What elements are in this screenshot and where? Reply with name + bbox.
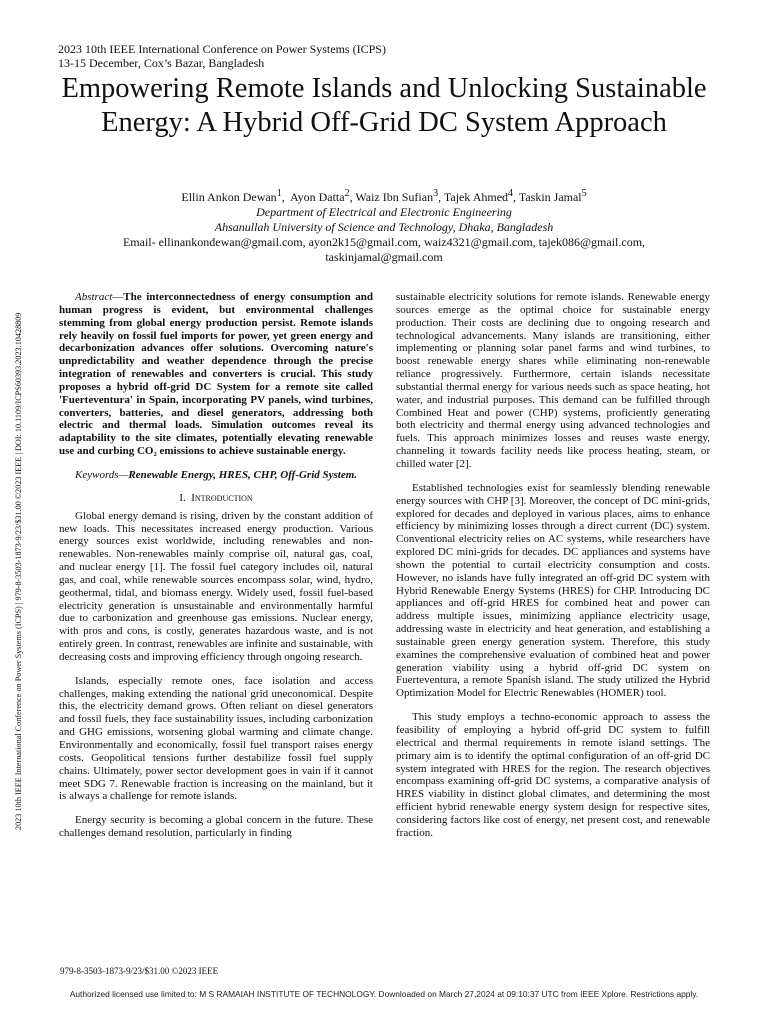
conference-header (58, 42, 386, 70)
author-name: Taskin Jamal (518, 190, 582, 204)
right-column (396, 291, 710, 840)
keywords (59, 469, 373, 482)
department: Department of Electrical and Electronic Engineering (256, 205, 512, 219)
abstract-text: The interconnectedness of energy consumption and human progress is evident, but environmental challenges stemming from global energy production persist. Remote islands rely heavily on fossil fuel imports for power, yet green energy and decarbonization advances offer solutions. Overcoming nature's unpredictability and weather dependence through the precise integration of renewables and converters is crucial. This study proposes a hybrid off-grid DC System for a remote site called 'Fuerteventura' in Spain, incorporating PV panels, wind turbines, converters, batteries, and diesel generators, addressing both electric and thermal loads. Simulation outcomes reveal its adaptability to the site climates, potentially elevating renewable use and curbing CO₂ emissions to achieve sustainable energy. (59, 291, 373, 458)
paragraph: This study employs a techno-economic approach to assess the feasibility of employing a hybrid off-grid DC system to fulfill electrical and thermal requirements in remote island settings. The primary aim is to identify the optimal configuration of an off-grid DC system integrated with HRES for the region. The research objectives encompass examining off-grid DC systems, a comparative analysis of HRES viability in distinct global climates, and determining the most efficient hybrid renewable energy system design for respective sites, considering factors like cost of energy, net present cost, and renewable fraction. (396, 711, 710, 839)
abstract-dash: — (112, 291, 124, 303)
paragraph: Global energy demand is rising, driven by the constant addition of new loads. This necessitates increased energy production. Various energy sources exist worldwide, including renewables and non-renewables. Non-renewables mainly comprise oil, natural gas, coal, and nuclear energy [1]. The fossil fuel category includes oil, natural gas, and coal, while renewable sources encompass solar, wind, hydro, geothermal, tidal, and biomass energy. Widely used, fossil fuel-based electricity generation is unsustainable and environmentally harmful due to carbonization and greenhouse gas emissions. Nuclear energy, with pros and cons, is costly, generates hazardous waste, and is not entirely green. In contrast, renewables are infinite and sustainable, with decreasing costs and improving efficiency through ongoing research. (59, 509, 373, 663)
author-affil: 5 (581, 188, 587, 199)
author-affil: 2 (344, 188, 350, 199)
keywords-heading: Keywords— (75, 468, 129, 481)
author-names: Ellin Ankon Dewan$^1$, Ayon Datta$^2$, Waiz Ibn Sufian$^3$, Tajek Ahmed$^4$, Taskin Jamal$^5$ (181, 188, 587, 204)
paragraph: Islands, especially remote ones, face isolation and access challenges, making extending the national grid uneconomical. Despite this, the electricity demand grows. Often reliant on diesel generators and fossil fuels, they face sustainability issues, including carbonization and GHG emissions, worsening global warming and climate change. Environmentally and economically, fossil fuel transport raises energy costs. Geopolitical tensions further destabilize fossil fuel supply chains. Ultimately, power sector development goes in vain if it cannot meet SDG 7. Renewable fraction is increasing on the mainland, but it is always a challenge for remote islands. (59, 674, 373, 803)
author-name: Ellin Ankon Dewan (181, 190, 277, 204)
conference-name: 2023 10th IEEE International Conference on Power Systems (ICPS) (58, 42, 386, 56)
abstract-heading: Abstract (75, 291, 113, 303)
paragraph: Established technologies exist for seamlessly blending renewable energy sources with CHP [3]. Moreover, the concept of DC mini-grids, explored for decades and deployed in various places, aims to enhance efficiency by minimizing losses through a direct current (DC) system. Conventional electricity relies on AC systems, while researchers have explored DC mini-grids for decades. DC appliances and systems have shown the potential to curtail electricity consumption and costs. However, no islands have fully integrated an off-grid DC system with Hybrid Renewable Energy Systems (HRES) for CHP. Introducing DC appliances and off-grid HRES for combined heat and power can address multiple issues, minimizing appliance electricity usage, addressing waste in electricity and heat generation, and establishing a sustainable green energy generation system. Therefore, this study examines the comprehensive evaluation of combined heat and power generation viability using a hybrid off-grid DC system on Fuerteventura, a remote Spanish island. The study utilized the Hybrid Optimization Model for Electric Renewables (HOMER) tool. (396, 481, 710, 700)
author-affil: 4 (508, 188, 514, 199)
emails-line-2: taskinjamal@gmail.com (325, 250, 443, 264)
author-name: Ayon Datta (290, 190, 345, 204)
author-block (40, 186, 728, 265)
author-name: Tajek Ahmed (443, 190, 509, 204)
license-notice: Authorized licensed use limited to: M S RAMAIAH INSTITUTE OF TECHNOLOGY. Downloaded on March 27,2024 at 09:10:37 UTC from IEEE Xplore. Restrictions apply. (69, 989, 699, 999)
paper-title: Empowering Remote Islands and Unlocking Sustainable Energy: A Hybrid Off-Grid DC System Approach (61, 73, 707, 138)
copyright-code: 979-8-3503-1873-9/23/$31.00 ©2023 IEEE (60, 966, 219, 976)
author-name: Waiz Ibn Sufian (355, 190, 434, 204)
author-affil: 3 (433, 188, 439, 199)
doi-sidebar-text: 2023 10th IEEE International Conference on Power Systems (ICPS) | 979-8-3503-1873-9/23/$31.00 ©2023 IEEE | DOI: 10.1109/ICPS60393.2023.10428809 (14, 312, 23, 830)
university: Ahsanullah University of Science and Technology, Dhaka, Bangladesh (214, 220, 554, 234)
section-title: Introduction (191, 491, 253, 504)
paragraph: Energy security is becoming a global concern in the future. These challenges demand resolution, particularly in finding (59, 814, 373, 840)
left-column (59, 291, 373, 840)
doi-sidebar (11, 210, 27, 850)
author-affil: 1 (276, 188, 282, 199)
conference-dates: 13-15 December, Cox’s Bazar, Bangladesh (58, 56, 265, 70)
keywords-text: Renewable Energy, HRES, CHP, Off-Grid System. (128, 468, 358, 481)
paragraph: sustainable electricity solutions for remote islands. Renewable energy sources emerge as the optimal choice for sustainable energy production. Their costs are declining due to ongoing research and technological advancements. Many islands are transitioning, either implementing or planning solar panel farms and wind turbines, to boost renewable energy shares while eliminating non-renewable reliance progressively. Furthermore, certain islands necessitate substantial thermal energy for various needs such as space heating, hot water, and industrial purposes. This demand can be fulfilled through Combined Heat and power (CHP) systems, proficiently generating both electricity and thermal energy using advanced technologies and fuels. This approach minimizes losses and reuses waste energy, channeling it towards facility needs like process heating, steam, or chilled water [2]. (396, 291, 710, 470)
abstract (59, 291, 373, 458)
emails-line-1: Email- ellinankondewan@gmail.com, ayon2k15@gmail.com, waiz4321@gmail.com, tajek086@gmail.com, (122, 235, 646, 249)
section-heading (59, 492, 373, 505)
section-numeral: I. (179, 491, 186, 504)
